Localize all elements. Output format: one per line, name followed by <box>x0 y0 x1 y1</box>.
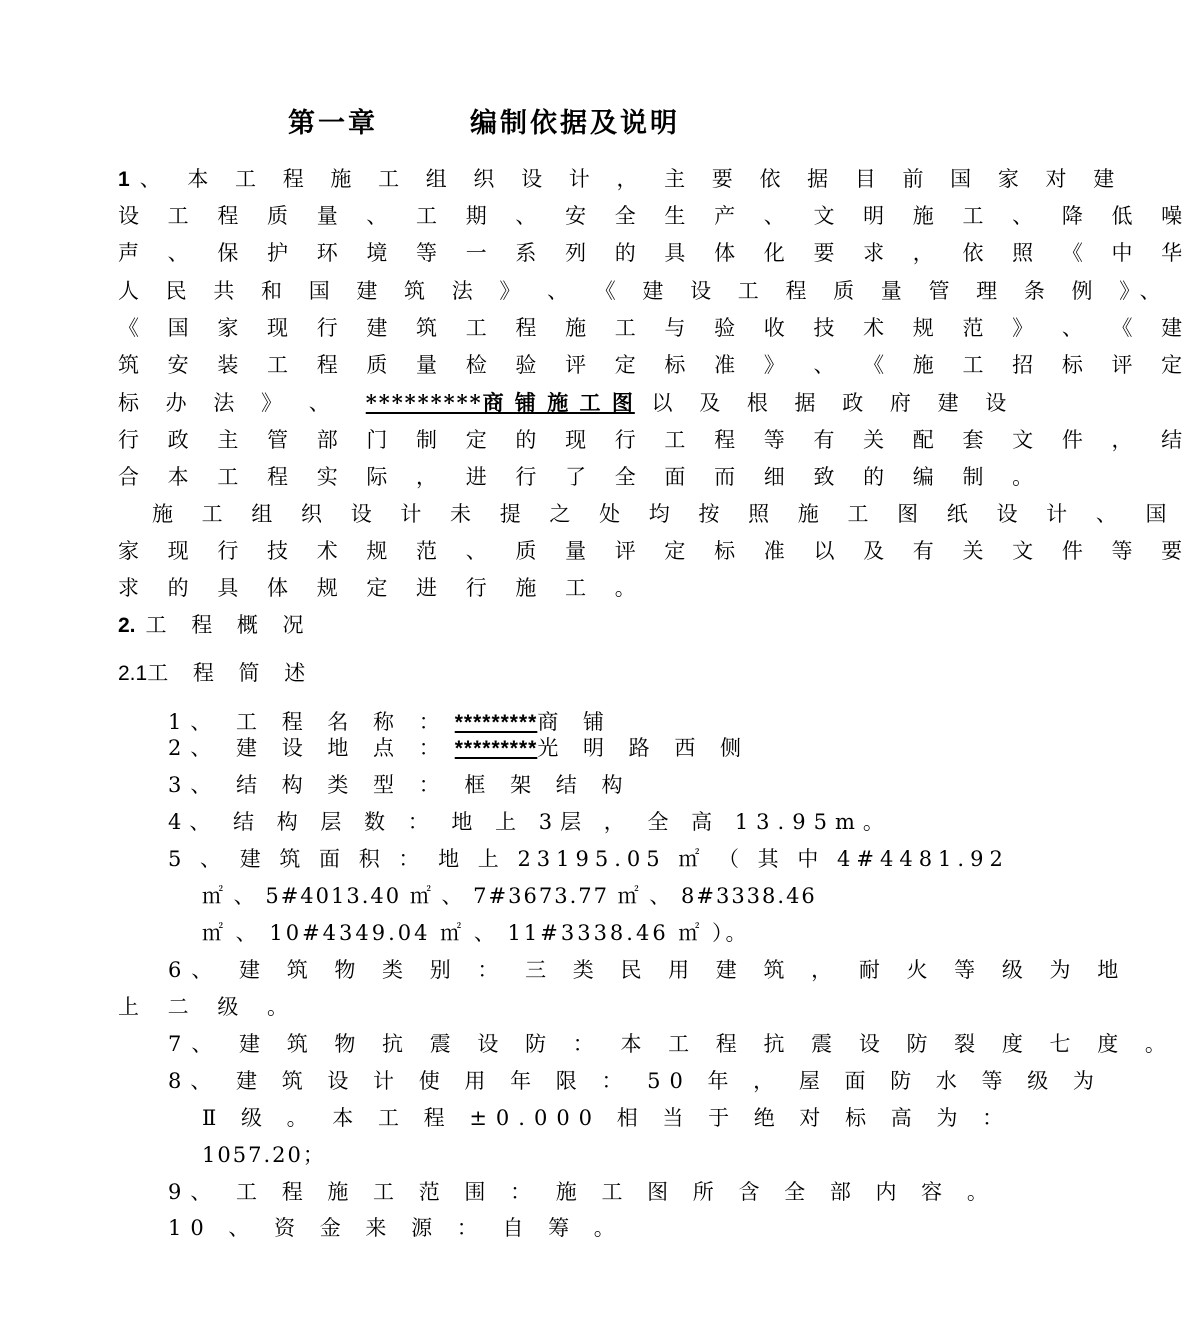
item-1-project-name: 1、 工 程 名 称 ： *********商 铺 <box>168 710 613 734</box>
item-10-funding: 10 、 资 金 来 源 ： 自 筹 。 <box>168 1216 624 1240</box>
item-6-category-line2: 上 二 级 。 <box>118 995 300 1019</box>
section-2-heading: 2. 工 程 概 况 <box>118 613 313 637</box>
item-2-location: 2、 建 设 地 点 ： *********光 明 路 西 侧 <box>168 736 751 760</box>
item-5-area-line1: 5 、 建 筑 面 积 ： 地 上 23195.05 ㎡ （ 其 中 4#4481.92 <box>168 847 1009 871</box>
para1-line4: 人 民 共 和 国 建 筑 法 》 、 《 建 设 工 程 质 量 管 理 条 例 》、 <box>118 279 1171 303</box>
para2-line3: 求 的 具 体 规 定 进 行 施 工 。 <box>118 576 647 600</box>
item-8-design-life-line1: 8、 建 筑 设 计 使 用 年 限 ： 50 年 ， 屋 面 防 水 等 级 为 <box>168 1069 1103 1093</box>
item-6-category-line1: 6、 建 筑 物 类 别 ： 三 类 民 用 建 筑 ， 耐 火 等 级 为 地 <box>168 958 1129 982</box>
project-name-masked: ********* <box>454 711 538 734</box>
item-5-area-line3: ㎡ 、 10#4349.04 ㎡ 、 11#3338.46 ㎡ ）。 <box>202 921 750 945</box>
para1-number: 1 <box>118 168 140 191</box>
para1-line5: 《 国 家 现 行 建 筑 工 程 施 工 与 验 收 技 术 规 范 》 、 《 建 <box>118 316 1193 340</box>
para1-line8: 行 政 主 管 部 门 制 定 的 现 行 工 程 等 有 关 配 套 文 件 ， 结 <box>118 428 1193 452</box>
item-4-floors: 4、 结 构 层 数 ： 地 上 3层 ， 全 高 13.95m。 <box>168 810 892 834</box>
item-5-area-line2: ㎡ 、 5#4013.40 ㎡ 、 7#3673.77 ㎡ 、 8#3338.46 <box>202 884 817 908</box>
item-7-seismic: 7、 建 筑 物 抗 震 设 防 ： 本 工 程 抗 震 设 防 裂 度 七 度 。 <box>168 1032 1176 1056</box>
para1-line1: 1、 本 工 程 施 工 组 织 设 计 ， 主 要 依 据 目 前 国 家 对 建 <box>118 167 1125 191</box>
location-masked: ********* <box>454 737 538 760</box>
chapter-number: 第一章 <box>288 108 378 139</box>
para1-line3: 声 、 保 护 环 境 等 一 系 列 的 具 体 化 要 求 ， 依 照 《 中 华 <box>118 241 1193 265</box>
drawing-name-underlined: *********商 铺 施 工 图 <box>365 390 635 415</box>
chapter-title: 编制依据及说明 <box>470 108 680 139</box>
para1-line7: 标 办 法 》 、 *********商 铺 施 工 图 以 及 根 据 政 府 建 设 <box>118 390 1017 415</box>
item-3-structure-type: 3、 结 构 类 型 ： 框 架 结 构 <box>168 773 632 797</box>
section-2-1-heading: 2.1工 程 简 述 <box>118 661 315 685</box>
para1-line2: 设 工 程 质 量 、 工 期 、 安 全 生 产 、 文 明 施 工 、 降 低 噪 <box>118 204 1193 228</box>
item-8-design-life-line2: Ⅱ 级 。 本 工 程 ±0.000 相 当 于 绝 对 标 高 为 ： <box>202 1106 1013 1130</box>
para1-line6: 筑 安 装 工 程 质 量 检 验 评 定 标 准 》 、 《 施 工 招 标 评 定 <box>118 353 1193 377</box>
item-8-design-life-line3: 1057.20； <box>202 1143 326 1167</box>
para2-line2: 家 现 行 技 术 规 范 、 质 量 评 定 标 准 以 及 有 关 文 件 等 要 <box>118 539 1193 563</box>
item-9-scope: 9、 工 程 施 工 范 围 ： 施 工 图 所 含 全 部 内 容 。 <box>168 1180 997 1204</box>
para2-line1: 施 工 组 织 设 计 未 提 之 处 均 按 照 施 工 图 纸 设 计 、 国 <box>152 502 1178 526</box>
para1-line9: 合 本 工 程 实 际 ， 进 行 了 全 面 而 细 致 的 编 制 。 <box>118 465 1045 489</box>
